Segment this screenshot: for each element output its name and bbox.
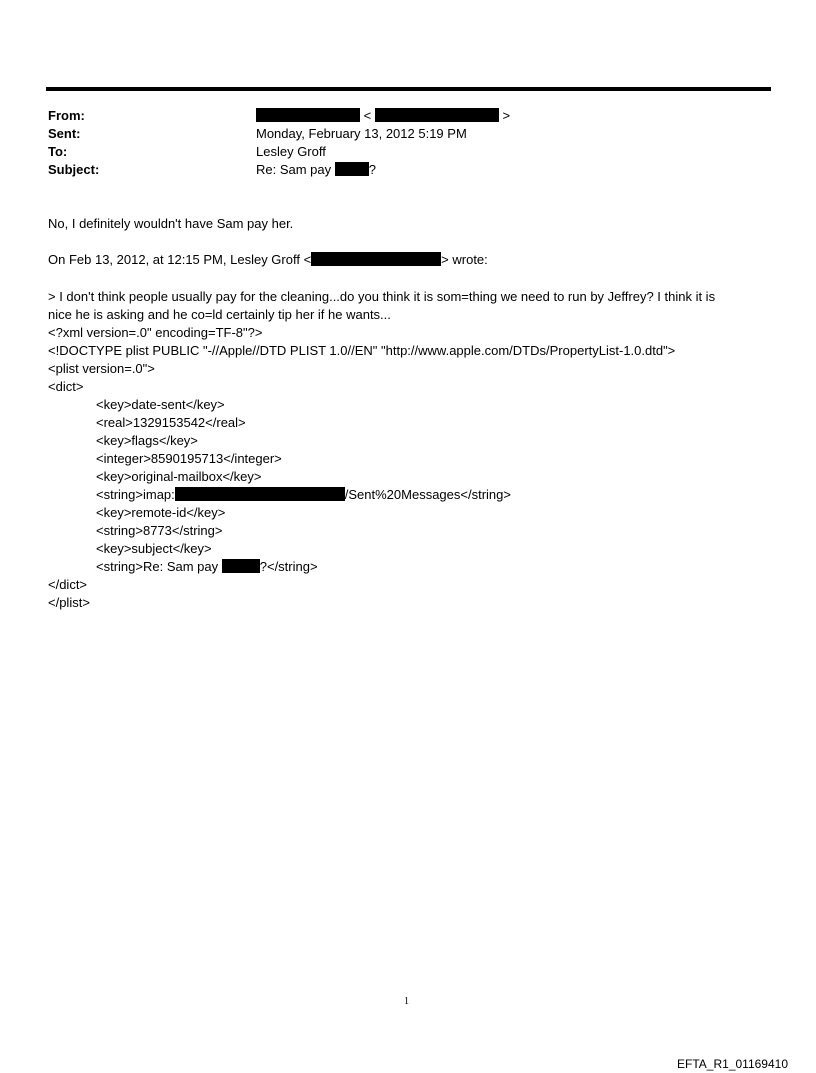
redacted-subject-name (335, 162, 369, 176)
real-value: <real>1329153542</real> (96, 415, 246, 430)
subject-prefix: Re: Sam pay (256, 162, 332, 177)
from-lt: < (363, 108, 372, 123)
quote-line-2: nice he is asking and he co=ld certainly tip her if he wants... (48, 307, 391, 322)
subject-suffix: ? (368, 162, 377, 177)
subject-value (256, 161, 376, 179)
sent-label: Sent: (48, 126, 81, 141)
string-subject-prefix: <string>Re: Sam pay (96, 559, 219, 574)
redacted-sender-name (256, 108, 360, 122)
plist-close: </plist> (48, 595, 90, 610)
redacted-subject-name-2 (222, 559, 260, 573)
integer-value: <integer>8590195713</integer> (96, 451, 282, 466)
to-label: To: (48, 144, 68, 159)
string-imap (48, 486, 715, 504)
quote-intro-suffix: > wrote: (441, 252, 488, 267)
quote-intro (48, 251, 488, 269)
doctype-line: <!DOCTYPE plist PUBLIC "-//Apple//DTD PLIST 1.0//EN" "http://www.apple.com/DTDs/PropertyList-1.0.dtd"> (48, 343, 676, 358)
sent-value: Monday, February 13, 2012 5:19 PM (256, 126, 467, 141)
redacted-sender-email (375, 108, 499, 122)
key-subject: <key>subject</key> (96, 541, 212, 556)
string-imap-suffix: /Sent%20Messages</string> (344, 487, 511, 502)
key-date-sent: <key>date-sent</key> (96, 397, 225, 412)
key-remote-id: <key>remote-id</key> (96, 505, 226, 520)
key-original-mailbox: <key>original-mailbox</key> (96, 469, 262, 484)
page-number: 1 (404, 996, 409, 1007)
plist-open: <plist version=.0"> (48, 361, 155, 376)
quoted-message (48, 288, 715, 612)
quote-line-1: > I don't think people usually pay for the cleaning...do you think it is som=thing we need to run by Jeffrey? I think it is (48, 289, 716, 304)
string-imap-prefix: <string>imap: (96, 487, 175, 502)
subject-label: Subject: (48, 162, 100, 177)
key-flags: <key>flags</key> (96, 433, 198, 448)
from-gt: > (502, 108, 511, 123)
from-value (256, 107, 510, 125)
string-remote-id: <string>8773</string> (96, 523, 223, 538)
header-divider (46, 87, 771, 91)
from-label: From: (48, 108, 85, 123)
redacted-quote-email (311, 252, 441, 266)
bates-number: EFTA_R1_01169410 (677, 1057, 788, 1071)
reply-text: No, I definitely wouldn't have Sam pay her. (48, 216, 294, 231)
string-subject-suffix: ?</string> (259, 559, 318, 574)
dict-open: <dict> (48, 379, 84, 394)
quote-intro-prefix: On Feb 13, 2012, at 12:15 PM, Lesley Groff < (48, 252, 312, 267)
dict-close: </dict> (48, 577, 88, 592)
redacted-imap-account (175, 487, 345, 501)
string-subject (48, 558, 715, 576)
to-value: Lesley Groff (256, 144, 326, 159)
xml-declaration: <?xml version=.0" encoding=TF-8"?> (48, 325, 263, 340)
